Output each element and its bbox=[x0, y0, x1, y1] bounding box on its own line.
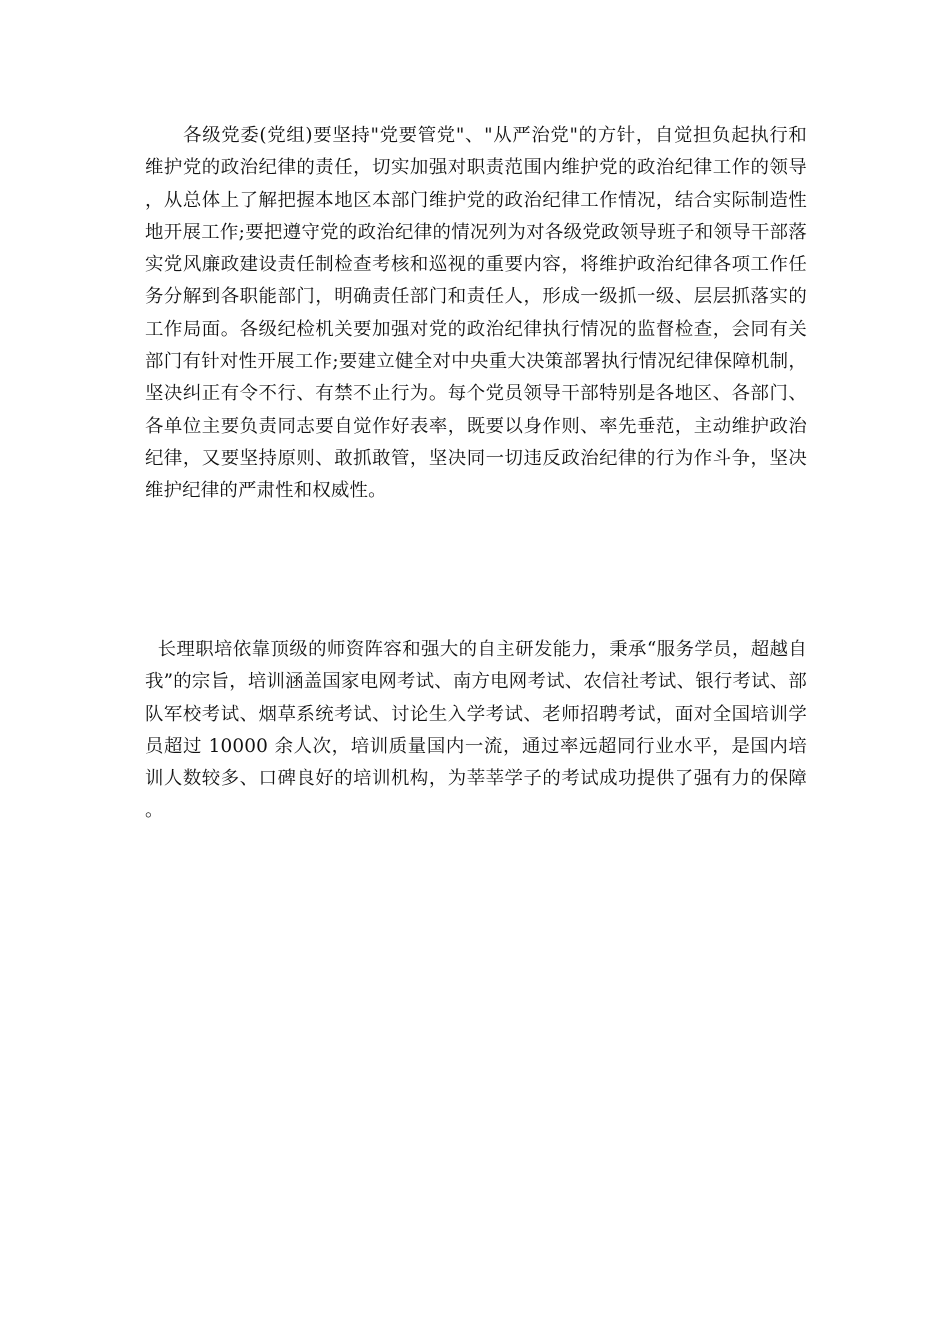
paragraph-political-discipline: 各级党委(党组)要坚持"党要管党"、"从严治党"的方针，自觉担负起执行和维护党的政治纪律的责任，切实加强对职责范围内维护党的政治纪律工作的领导，从总体上了解把握本地区本部门维护党的政治纪律工作情况，结合实际制造性地开展工作;要把遵守党的政治纪律的情况列为对各级党政领导班子和领导干部落实党风廉政建设责任制检查考核和巡视的重要内容，将维护政治纪律各项工作任务分解到各职能部门，明确责任部门和责任人，形成一级抓一级、层层抓落实的工作局面。各级纪检机关要加强对党的政治纪律执行情况的监督检查，会同有关部门有针对性开展工作;要建立健全对中央重大决策部署执行情况纪律保障机制，坚决纠正有令不行、有禁不止行为。每个党员领导干部特别是各地区、各部门、各单位主要负责同志要自觉作好表率，既要以身作则、率先垂范，主动维护政治纪律，又要坚持原则、敢抓敢管，坚决同一切违反政治纪律的行为作斗争，坚决维护纪律的严肃性和权威性。 bbox=[145, 125, 807, 502]
paragraph-training-institution: 长理职培依靠顶级的师资阵容和强大的自主研发能力，秉承“服务学员，超越自我”的宗旨，培训涵盖国家电网考试、南方电网考试、农信社考试、银行考试、部队军校考试、烟草系统考试、讨论生入学考试、老师招聘考试，面对全国培训学员超过 10000 余人次，培训质量国内一流，通过率远超同行业水平，是国内培训人数较多、口碑良好的培训机构，为莘莘学子的考试成功提供了强有力的保障。 bbox=[145, 639, 808, 822]
